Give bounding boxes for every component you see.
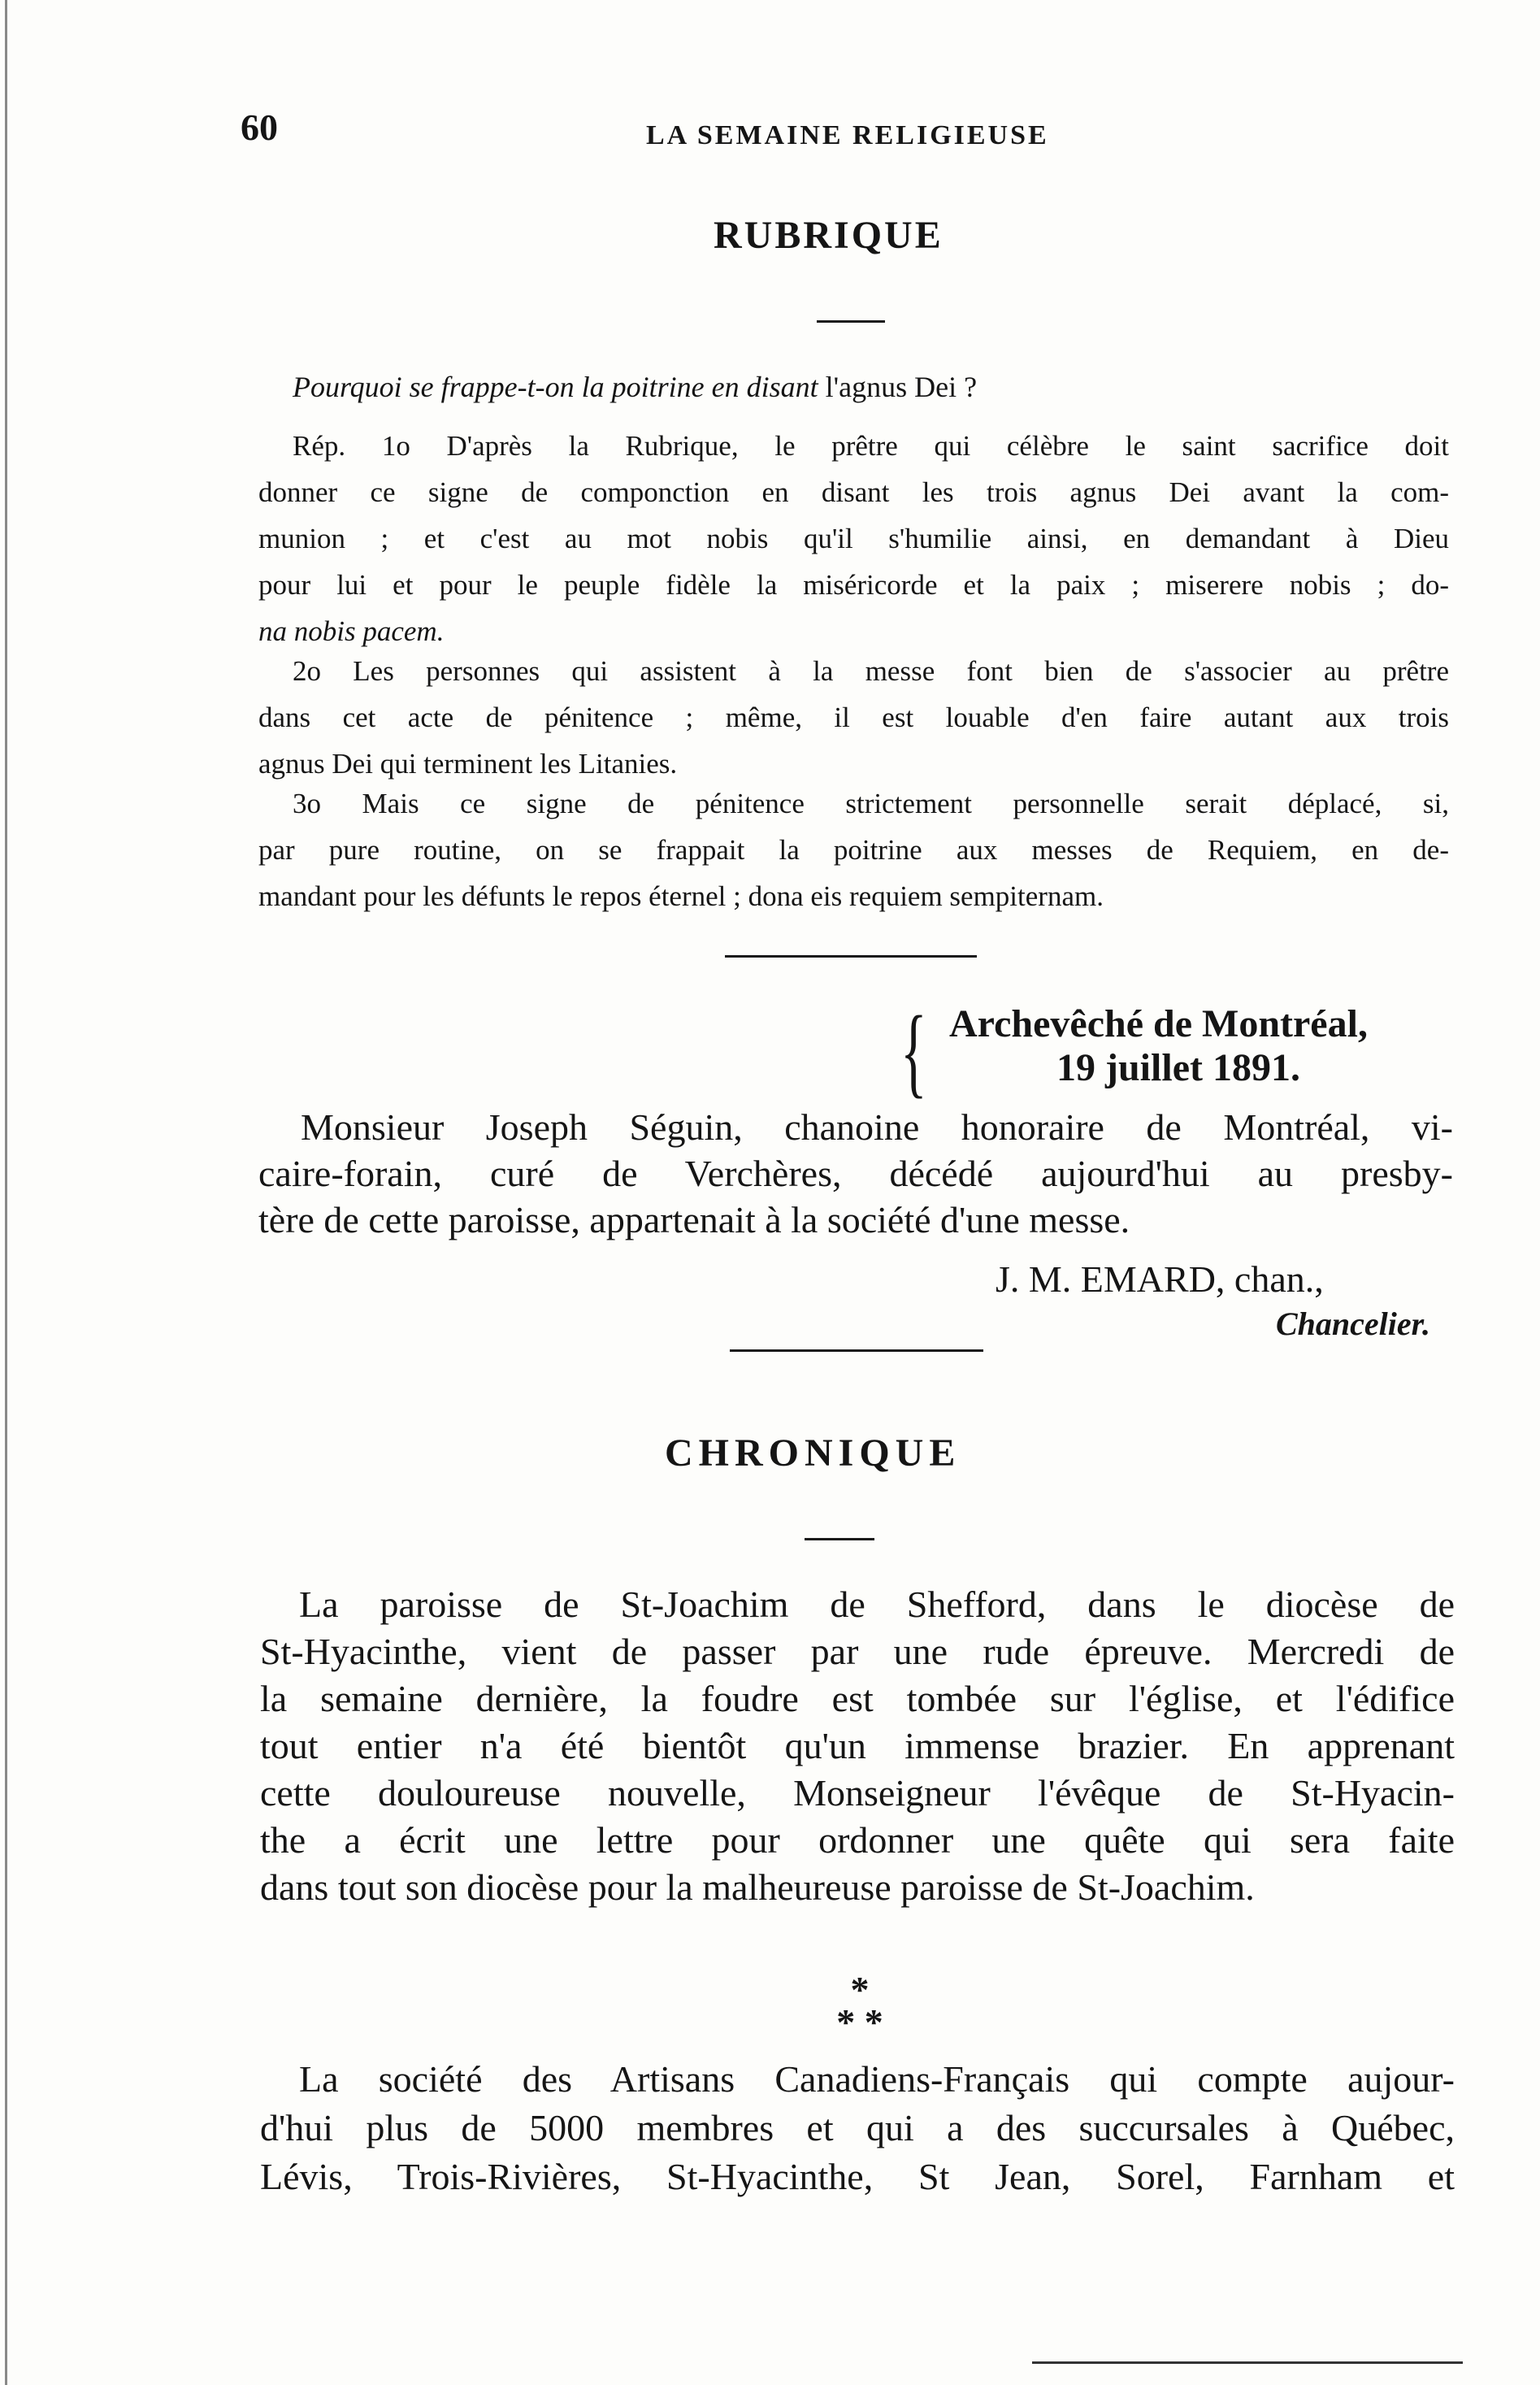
rubrique-paragraph-2 — [258, 648, 1449, 787]
chronique-paragraph-2 — [260, 2055, 1455, 2201]
text-line: dans tout son diocèse pour la malheureuse paroisse de St-Joachim. — [260, 1866, 1255, 1908]
rubrique-question — [293, 370, 977, 404]
text-line: tère de cette paroisse, appartenait à la société d'une messe. — [258, 1199, 1130, 1240]
text-line: par pure routine, on se frappait la poitrine aux messes de Requiem, en de- — [258, 834, 1449, 866]
text-line: Rép. 1o D'après la Rubrique, le prêtre qui célèbre le saint sacrifice doit — [293, 430, 1449, 462]
text-line: Monsieur Joseph Séguin, chanoine honoraire de Montréal, vi- — [301, 1106, 1453, 1148]
question-roman: l'agnus Dei ? — [825, 371, 978, 403]
signature-title: Chancelier. — [1276, 1305, 1431, 1342]
brace-glyph: { — [900, 996, 927, 1107]
chronique-paragraph-1 — [260, 1581, 1455, 1911]
text-line: mandant pour les défunts le repos éternel ; dona eis requiem sempiternam. — [258, 880, 1104, 912]
section-rule — [725, 955, 977, 958]
running-title: LA SEMAINE RELIGIEUSE — [646, 120, 1049, 150]
text-line: dans cet acte de pénitence ; même, il est louable d'en faire autant aux trois — [258, 702, 1449, 733]
rubrique-title: RUBRIQUE — [714, 214, 944, 257]
text-line: donner ce signe de componction en disant les trois agnus Dei avant la com- — [258, 476, 1449, 508]
text-line: La paroisse de St-Joachim de Shefford, dans le diocèse de — [299, 1583, 1455, 1625]
scan-edge — [5, 0, 7, 2385]
text-line: na nobis pacem. — [258, 615, 445, 647]
text-line: d'hui plus de 5000 membres et qui a des succursales à Québec, — [260, 2107, 1455, 2148]
asterism-bottom: * * — [836, 2001, 883, 2043]
text-line: munion ; et c'est au mot nobis qu'il s'humilie ainsi, en demandant à Dieu — [258, 523, 1449, 554]
section-rule — [730, 1349, 983, 1352]
notice-date: 19 juillet 1891. — [1056, 1046, 1300, 1089]
bottom-rule — [1032, 2361, 1463, 2364]
text-line: 2o Les personnes qui assistent à la messe font bien de s'associer au prêtre — [293, 655, 1449, 687]
asterism-top: * — [850, 1969, 870, 2010]
text-line: pour lui et pour le peuple fidèle la miséricorde et la paix ; miserere nobis ; do- — [258, 569, 1449, 601]
text-line: cette douloureuse nouvelle, Monseigneur l'évêque de St-Hyacin- — [260, 1772, 1455, 1814]
notice-signature: J. M. EMARD, chan., — [996, 1258, 1324, 1300]
text-line: St-Hyacinthe, vient de passer par une rude épreuve. Mercredi de — [260, 1631, 1455, 1672]
page-number: 60 — [241, 106, 278, 148]
text-line: tout entier n'a été bientôt qu'un immense brazier. En apprenant — [260, 1725, 1455, 1766]
rubrique-paragraph-3 — [258, 780, 1449, 919]
question-italic: Pourquoi se frappe-t-on la poitrine en disant — [293, 371, 818, 403]
title-rule — [817, 320, 885, 323]
title-rule — [805, 1538, 874, 1540]
asterism — [831, 1969, 888, 2043]
text-line: La société des Artisans Canadiens-Français qui compte aujour- — [299, 2058, 1455, 2100]
notice-body — [258, 1104, 1453, 1243]
text-line: caire-forain, curé de Verchères, décédé aujourd'hui au presby- — [258, 1153, 1453, 1194]
rubrique-paragraph-1 — [258, 423, 1449, 654]
text-line: Lévis, Trois-Rivières, St-Hyacinthe, St Jean, Sorel, Farnham et — [260, 2156, 1455, 2197]
text-line: agnus Dei qui terminent les Litanies. — [258, 748, 678, 780]
notice-place: Archevêché de Montréal, — [949, 1002, 1368, 1045]
chronique-title: CHRONIQUE — [665, 1431, 961, 1475]
text-line: the a écrit une lettre pour ordonner une quête qui sera faite — [260, 1819, 1455, 1861]
text-line: 3o Mais ce signe de pénitence strictement personnelle serait déplacé, si, — [293, 788, 1449, 819]
text-line: la semaine dernière, la foudre est tombée sur l'église, et l'édifice — [260, 1678, 1455, 1719]
